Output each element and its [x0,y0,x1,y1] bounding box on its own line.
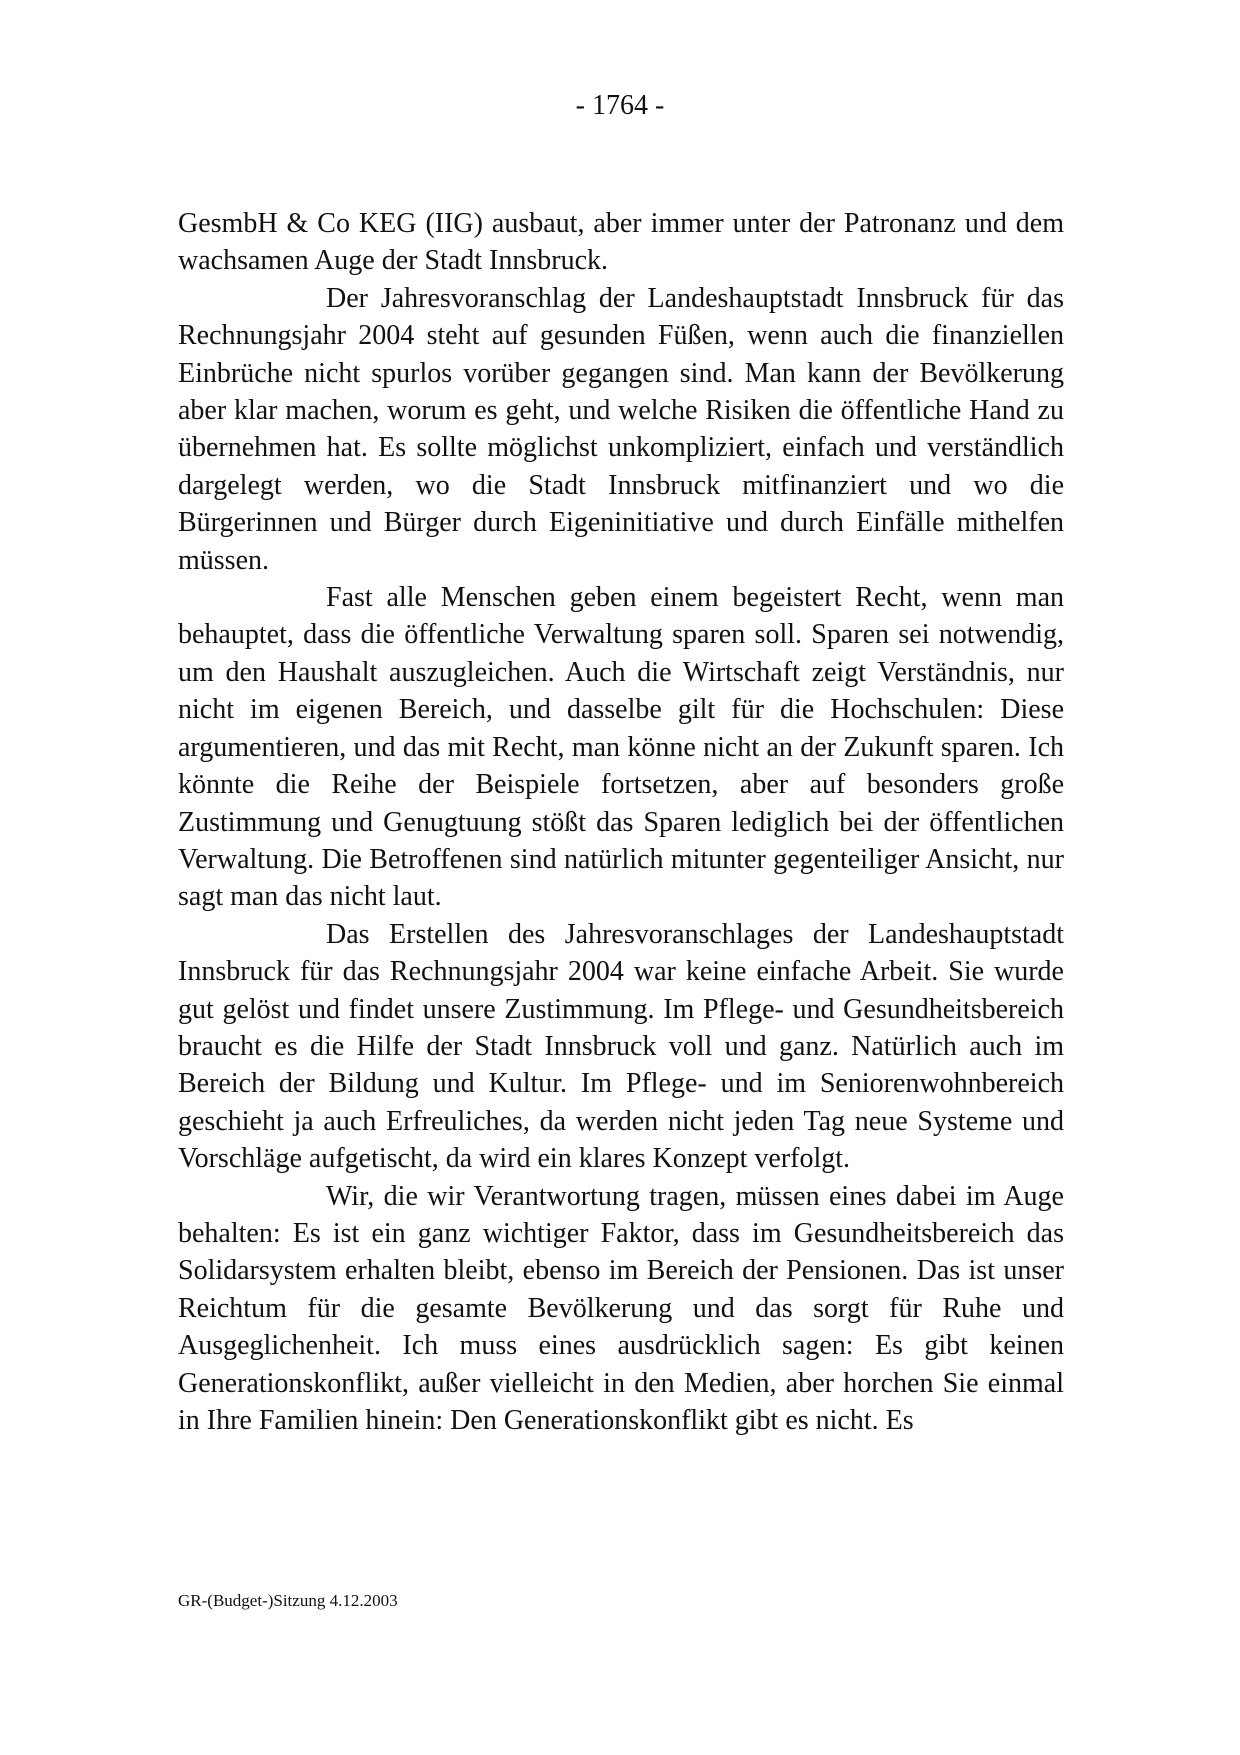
page-footer: GR-(Budget-)Sitzung 4.12.2003 [178,1591,398,1610]
paragraph: Fast alle Menschen geben einem begeistert Recht, wenn man behauptet, dass die öffentliche Verwaltung sparen soll. Sparen sei notwendig, um den Haushalt auszugleichen. Auch die Wirtschaft zeigt Verständnis, nur nicht im eigenen Bereich, und dasselbe gilt für die Hochschulen: Diese argumentieren, und das mit Recht, man könne nicht an der Zukunft sparen. Ich könnte die Reihe der Beispiele fortsetzen, aber auf besonders große Zustimmung und Genugtuung stößt das Sparen lediglich bei der öffentlichen Verwaltung. Die Betroffenen sind natürlich mitunter gegenteiliger Ansicht, nur sagt man das nicht laut. [178,582,1064,913]
paragraph: Der Jahresvoranschlag der Landeshauptstadt Innsbruck für das Rechnungsjahr 2004 steht auf gesunden Füßen, wenn auch die finanziellen Einbrüche nicht spurlos vorüber gegangen sind. Man kann der Bevölkerung aber klar machen, worum es geht, und welche Risiken die öffentliche Hand zu übernehmen hat. Es sollte möglichst unkompliziert, einfach und verständlich dargelegt werden, wo die Stadt Innsbruck mitfinanziert und wo die Bürgerinnen und Bürger durch Eigeninitiative und durch Einfälle mithelfen müssen. [178,282,1064,576]
paragraph: Das Erstellen des Jahresvoranschlages der Landeshauptstadt Innsbruck für das Rechnungsjahr 2004 war keine einfache Arbeit. Sie wurde gut gelöst und findet unsere Zustimmung. Im Pflege- und Gesundheitsbereich braucht es die Hilfe der Stadt Innsbruck voll und ganz. Natürlich auch im Bereich der Bildung und Kultur. Im Pflege- und im Seniorenwohnbereich geschieht ja auch Erfreuliches, da werden nicht jeden Tag neue Systeme und Vorschläge aufgetischt, da wird ein klares Konzept verfolgt. [178,918,1064,1175]
paragraph: Wir, die wir Verantwortung tragen, müssen eines dabei im Auge behalten: Es ist ein ganz wichtiger Faktor, dass im Gesundheitsbereich das Solidarsystem erhalten bleibt, ebenso im Bereich der Pensionen. Das ist unser Reichtum für die gesamte Bevölkerung und das sorgt für Ruhe und Ausgeglichenheit. Ich muss eines ausdrücklich sagen: Es gibt keinen Generationskonflikt, außer vielleicht in den Medien, aber horchen Sie einmal in Ihre Familien hinein: Den Generationskonflikt gibt es nicht. Es [178,1180,1064,1436]
page-number: - 1764 - [575,90,665,121]
paragraph-continuation: GesmbH & Co KEG (IIG) ausbaut, aber immer unter der Patronanz und dem wachsamen Auge der Stadt Innsbruck. [178,208,1064,277]
document-body [178,205,1064,1439]
